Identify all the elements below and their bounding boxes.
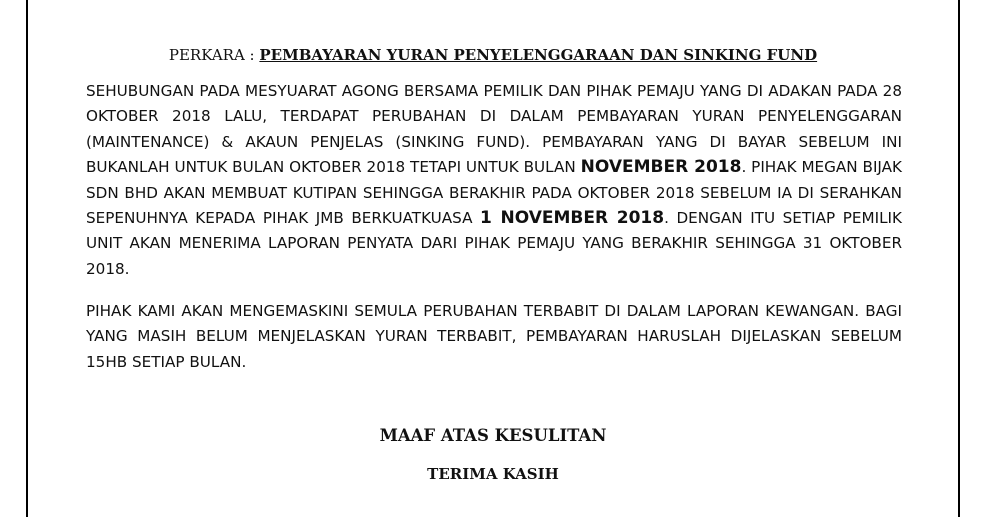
subject-title: PEMBAYARAN YURAN PENYELENGGARAAN DAN SINKING FUND [259, 46, 818, 64]
paragraph-1-bold-date-1: NOVEMBER 2018 [580, 157, 742, 178]
closing-apology: MAAF ATAS KESULITAN [379, 426, 607, 445]
subject-label: PERKARA : [168, 46, 260, 64]
paragraph-1-text-3: . DENGAN ITU SETIAP PEMILIK UNIT AKAN MENERIMA LAPORAN PENYATA DARI PIHAK PEMAJU YANG BERAKHIR SEHINGGA 31 OKTOBER 2018. [86, 209, 902, 278]
paragraph-1-text-2: . PIHAK MEGAN BIJAK SDN BHD AKAN MEMBUAT KUTIPAN SEHINGGA BERAKHIR PADA OKTOBER 2018 SEBELUM IA DI SERAHKAN SEPENUHNYA KEPADA PIHAK JMB BERKUATKUASA [86, 158, 902, 228]
paragraph-1-text-1: SEHUBUNGAN PADA MESYUARAT AGONG BERSAMA PEMILIK DAN PIHAK PEMAJU YANG DI ADAKAN PADA 28 OKTOBER 2018 LALU, TERDAPAT PERUBAHAN DI DALAM PEMBAYARAN YURAN PENYELENGGARAN (MAINTENANCE) & AKAUN PENJELAS (SINKING FUND). PEMBAYARAN YANG DI BAYAR SEBELUM INI BUKANLAH UNTUK BULAN OKTOBER 2018 TETAPI UNTUK BULAN [86, 82, 902, 177]
paragraph-1 [86, 79, 902, 282]
paragraph-2: PIHAK KAMI AKAN MENGEMASKINI SEMULA PERUBAHAN TERBABIT DI DALAM LAPORAN KEWANGAN. BAGI YANG MASIH BELUM MENJELASKAN YURAN TERBABIT, PEMBAYARAN HARUSLAH DIJELASKAN SEBELUM 15HB SETIAP BULAN. [86, 302, 902, 371]
paragraph-1-bold-date-2: 1 NOVEMBER 2018 [480, 208, 665, 229]
subject-line [0, 44, 986, 66]
closing-thanks: TERIMA KASIH [427, 465, 559, 483]
